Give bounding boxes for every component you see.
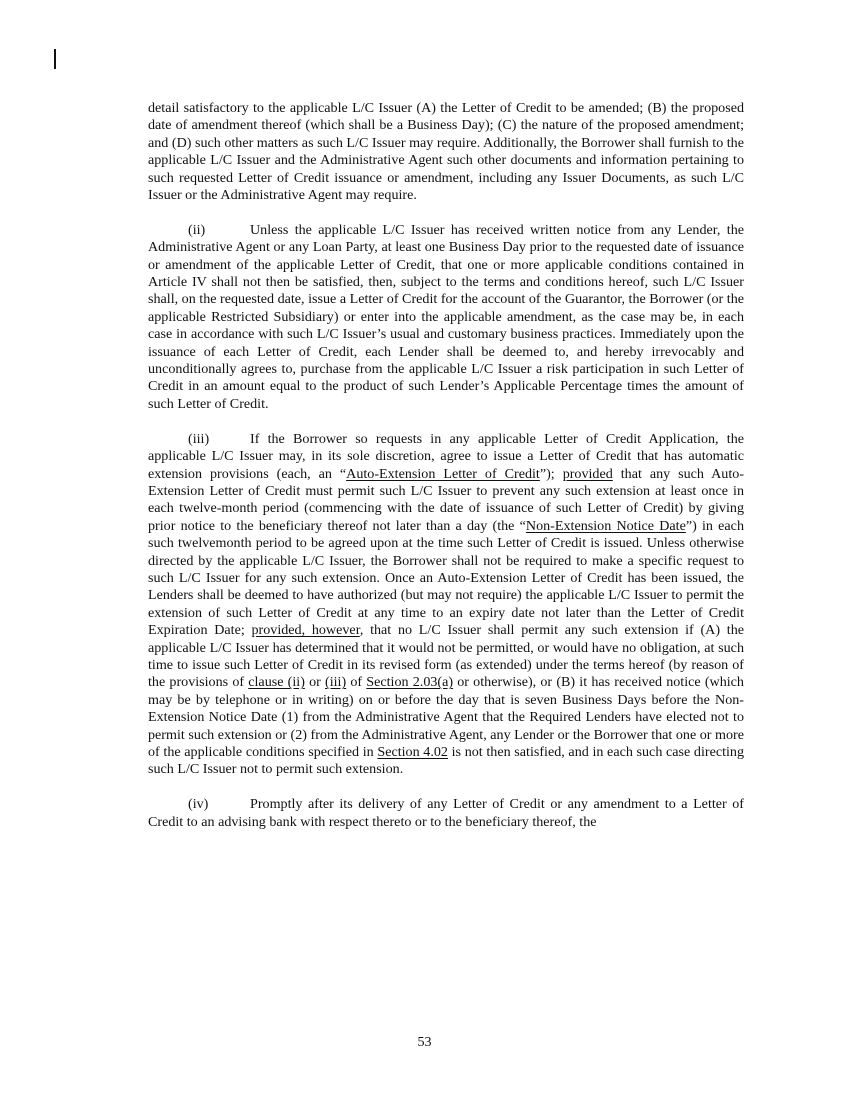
- revision-change-bar: [54, 49, 56, 69]
- proviso-term: provided, however: [251, 622, 360, 639]
- paragraph-text: or: [304, 674, 326, 691]
- paragraph-text: is not then satisfied, and in each such case directing such L/C Issuer not to permit such extension.: [148, 744, 745, 778]
- proviso-term: provided: [562, 465, 613, 482]
- paragraph-text: ”) in each such twelvemonth period to be agreed upon at the time such Letter of Credit is issued. Unless otherwise directed by the applicable L/C Issuer, the Borrower shall not be required to make a specific request to such L/C Issuer for any such extension. Once an Auto-Extension Letter of Credit has been issued, the Lenders shall be deemed to have authorized (but may not require) the applicable L/C Issuer to permit the extension of such Letter of Credit at any time to an expiry date not later than the Letter of Credit Expiration Date;: [148, 517, 744, 639]
- paragraph-text: detail satisfactory to the applicable L/C Issuer (A) the Letter of Credit to be amended; (B) the proposed date of amendment thereof (which shall be a Business Day); (C) the nature of the proposed amendment; and (D) such other matters as such L/C Issuer may require. Additionally, the Borrower shall furnish to the applicable L/C Issuer and the Administrative Agent such other documents and information pertaining to such requested Letter of Credit issuance or amendment, including any Issuer Documents, as such L/C Issuer or the Administrative Agent may require.: [148, 100, 744, 204]
- paragraph-ii: [148, 222, 744, 413]
- paragraph-text: Unless the applicable L/C Issuer has received written notice from any Lender, the Administrative Agent or any Loan Party, at least one Business Day prior to the requested date of issuance or amendment of the applicable Letter of Credit, that one or more applicable conditions contained in Article IV shall not then be satisfied, then, subject to the terms and conditions hereof, such L/C Issuer shall, on the requested date, issue a Letter of Credit for the account of the Guarantor, the Borrower (or the applicable Restricted Subsidiary) or enter into the applicable amendment, as the case may be, in each case in accordance with such L/C Issuer’s usual and customary business practices. Immediately upon the issuance of each Letter of Credit, each Lender shall be deemed to, and hereby irrevocably and unconditionally agrees to, purchase from the applicable L/C Issuer a risk participation in such Letter of Credit in an amount equal to the product of such Lender’s Applicable Percentage times the amount of such Letter of Credit.: [148, 221, 744, 412]
- page-number: 53: [417, 1034, 432, 1050]
- cross-reference: (iii): [325, 674, 347, 691]
- defined-term: Auto-Extension Letter of Credit: [346, 465, 540, 482]
- paragraph-text: or otherwise), or (B) it has received notice (which may be by telephone or in writing) on or before the day that is seven Business Days before the Non-Extension Notice Date (1) from the Administrative Agent that the Required Lenders have elected not to permit such extension or (2) from the Administrative Agent, any Lender or the Borrower that one or more of the applicable conditions specified in: [148, 674, 744, 760]
- defined-term: Non-Extension Notice Date: [525, 517, 686, 534]
- paragraph-text: , that no L/C Issuer shall permit any such extension if (A) the applicable L/C Issuer has determined that it would not be permitted, or would have no obligation, at such time to issue such Letter of Credit in its revised form (as extended) under the terms hereof (by reason of the provisions of: [148, 622, 745, 691]
- clause-number: (ii): [188, 221, 206, 238]
- paragraph-text: that any such Auto-Extension Letter of Credit must permit such L/C Issuer to prevent any such extension at least once in each twelve-month period (commencing with the date of issuance of such Letter of Credit) by giving prior notice to the beneficiary thereof not later than a day (the “: [148, 465, 745, 534]
- paragraph-text: ”);: [539, 465, 563, 482]
- paragraph-continued: [148, 100, 744, 204]
- cross-reference: Section 4.02: [377, 744, 448, 760]
- paragraph-text: If the Borrower so requests in any applicable Letter of Credit Application, the applicable L/C Issuer may, in its sole discretion, agree to issue a Letter of Credit that has automatic extension provisions (each, an “: [148, 430, 744, 482]
- paragraph-iv: [148, 796, 744, 831]
- clause-number: (iii): [188, 430, 210, 447]
- cross-reference: clause (ii): [248, 674, 305, 691]
- paragraph-iii: [148, 431, 744, 779]
- document-body: [148, 100, 744, 848]
- clause-number: (iv): [188, 796, 209, 813]
- paragraph-text: of: [346, 674, 367, 691]
- cross-reference: Section 2.03(a): [366, 674, 454, 691]
- paragraph-text: Promptly after its delivery of any Letter of Credit or any amendment to a Letter of Credit to an advising bank with respect thereto or to the beneficiary thereof, the: [148, 796, 744, 830]
